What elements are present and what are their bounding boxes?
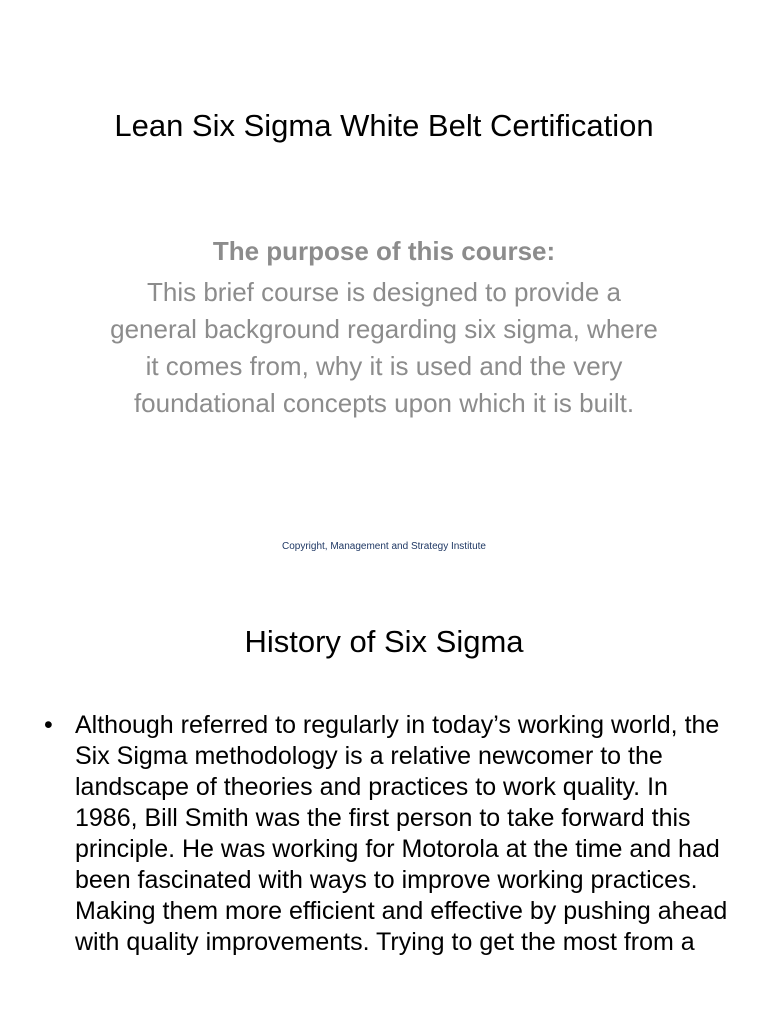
slide-history: [0, 576, 768, 1024]
section-title: History of Six Sigma: [244, 624, 524, 659]
copyright-footer: Copyright, Management and Strategy Institute: [281, 541, 486, 552]
history-bullet-list: [40, 710, 730, 958]
list-item: [40, 710, 730, 958]
bullet-text: Although referred to regularly in today’s working world, the Six Sigma methodology is a relative newcomer to the landscape of theories and practices to work quality. In 1986, Bill Smith was the first person to take forward this principle. He was working for Motorola at the time and had been fascinated with ways to improve working practices. Making them more efficient and effective by pushing ahead with quality improvements. Trying to get the most from a: [75, 711, 728, 956]
course-purpose-text: This brief course is designed to provide a general background regarding six sigma, where it comes from, why it is used and the very foundational concepts upon which it is built.: [110, 277, 658, 418]
page-title: Lean Six Sigma White Belt Certification: [114, 108, 654, 143]
course-purpose-block: [104, 232, 664, 422]
bullet-marker: •: [44, 711, 53, 739]
course-purpose-heading: The purpose of this course:: [212, 236, 556, 266]
